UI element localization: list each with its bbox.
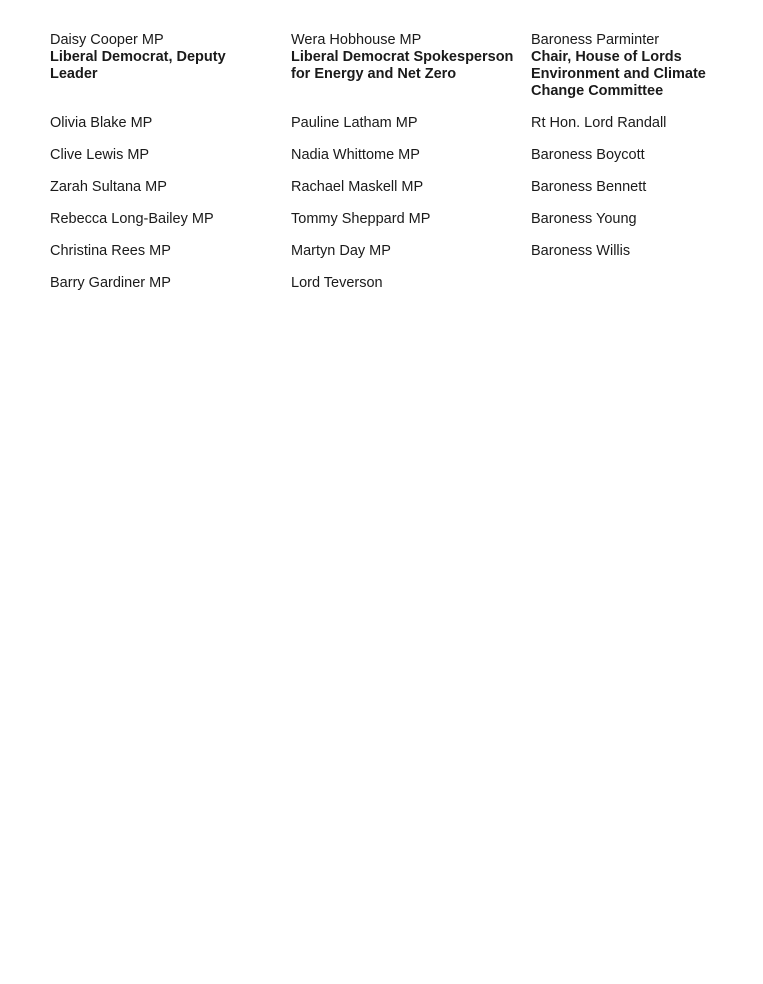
lead-role-line: for Energy and Net Zero (291, 66, 457, 82)
signatory-name: Baroness Young (531, 211, 637, 227)
signatory-name: Zarah Sultana MP (50, 179, 167, 195)
signatory-name: Rebecca Long-Bailey MP (50, 211, 214, 227)
signatory-column-3 (531, 32, 756, 274)
lead-role-line: Chair, House of Lords (531, 49, 682, 65)
lead-role-line: Environment and Climate (531, 66, 706, 82)
signatory-name: Rt Hon. Lord Randall (531, 115, 667, 131)
lead-name: Baroness Parminter (531, 32, 660, 48)
signatory-name: Olivia Blake MP (50, 115, 153, 131)
signatory-name: Pauline Latham MP (291, 115, 418, 131)
lead-signatory (291, 32, 526, 114)
signatory-name: Baroness Boycott (531, 147, 645, 163)
lead-name: Daisy Cooper MP (50, 32, 164, 48)
signatory-name: Tommy Sheppard MP (291, 211, 431, 227)
signatory-name: Martyn Day MP (291, 243, 391, 259)
signatory-name: Lord Teverson (291, 275, 383, 291)
signatory-name: Baroness Willis (531, 243, 631, 259)
lead-name: Wera Hobhouse MP (291, 32, 422, 48)
lead-role-line: Change Committee (531, 83, 664, 99)
signatory-name: Christina Rees MP (50, 243, 171, 259)
lead-role-line: Liberal Democrat, Deputy (50, 49, 226, 65)
signatory-name: Barry Gardiner MP (50, 275, 171, 291)
signatory-name: Clive Lewis MP (50, 147, 150, 163)
lead-role-line: Liberal Democrat Spokesperson (291, 49, 514, 65)
lead-signatory (50, 32, 280, 114)
signatory-name: Nadia Whittome MP (291, 147, 420, 163)
signatory-column-1 (50, 32, 280, 306)
lead-signatory (531, 32, 756, 114)
signatory-name: Rachael Maskell MP (291, 179, 424, 195)
signatory-name: Baroness Bennett (531, 179, 647, 195)
signatory-column-2 (291, 32, 526, 306)
lead-role-line: Leader (50, 66, 98, 82)
